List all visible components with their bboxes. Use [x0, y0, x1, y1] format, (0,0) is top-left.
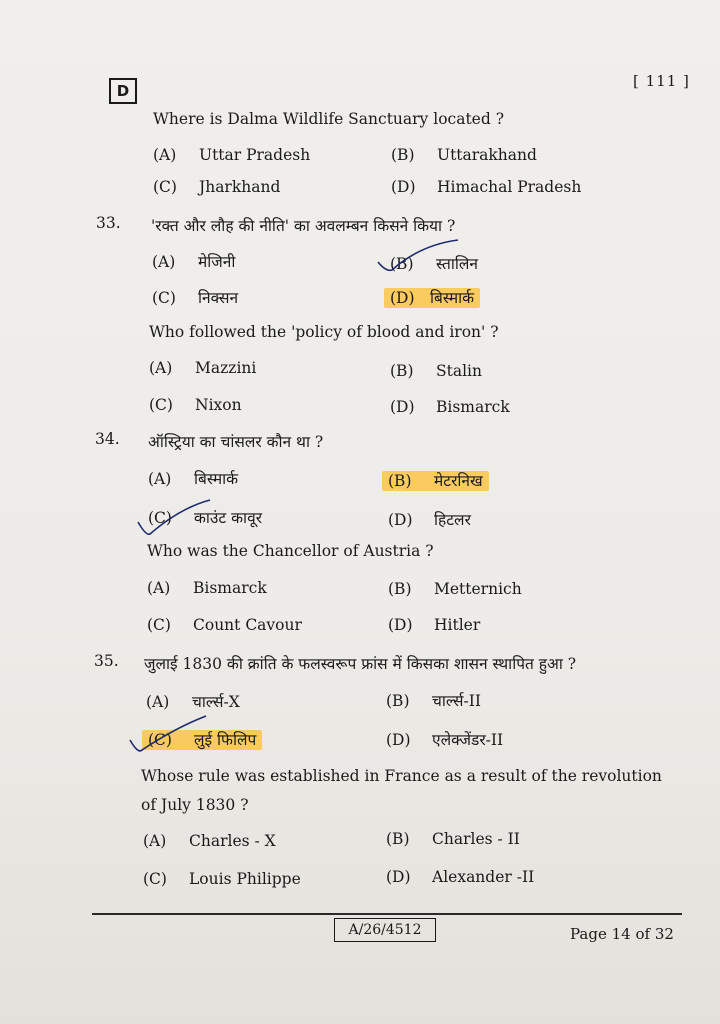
q35-option-d: (D) Alexander -II	[386, 868, 535, 886]
tick-mark-q33	[378, 240, 458, 270]
q35-hi-option-c-highlighted: (C) लुई फिलिप	[142, 728, 262, 750]
q34-hi-option-a: (A) बिस्मार्क	[148, 470, 239, 488]
q32-option-c: (C) Jharkhand	[153, 178, 281, 196]
q34-option-b: (B) Metternich	[388, 580, 522, 598]
question-35-hindi: जुलाई 1830 की क्रांति के फलस्वरूप फ्रांस में किसका शासन स्थापित हुआ ?	[144, 655, 577, 673]
q33-option-c: (C) Nixon	[149, 396, 242, 414]
question-35-english-line-1: Whose rule was established in France as a result of the revolution	[141, 767, 662, 785]
q35-option-c: (C) Louis Philippe	[143, 870, 301, 888]
q33-hi-option-c: (C) निक्सन	[152, 289, 239, 307]
tick-mark-q34	[138, 500, 210, 534]
booklet-code: A/26/4512	[334, 918, 436, 942]
q32-option-a: (A) Uttar Pradesh	[153, 146, 311, 164]
question-35-number: 35.	[94, 652, 119, 670]
q35-hi-option-a: (A) चार्ल्स-X	[146, 693, 240, 711]
q35-hi-option-b: (B) चार्ल्स-II	[386, 692, 481, 710]
q35-hi-option-d: (D) एलेक्जेंडर-II	[386, 731, 504, 749]
question-33-hindi: 'रक्त और लौह की नीति' का अवलम्बन किसने किया ?	[151, 217, 456, 235]
q34-option-d: (D) Hitler	[388, 616, 481, 634]
question-32-english: Where is Dalma Wildlife Sanctuary located ?	[153, 110, 505, 128]
question-34-hindi: ऑस्ट्रिया का चांसलर कौन था ?	[148, 433, 324, 451]
question-34-english: Who was the Chancellor of Austria ?	[147, 542, 434, 560]
q35-option-b: (B) Charles - II	[386, 830, 520, 848]
question-34-number: 34.	[95, 430, 120, 448]
q32-option-d: (D) Himachal Pradesh	[391, 178, 582, 196]
page-number-code: [ 111 ]	[633, 72, 690, 90]
question-33-number: 33.	[96, 214, 121, 232]
q33-hi-option-d-highlighted: (D) बिस्मार्क	[384, 286, 480, 308]
q35-option-a: (A) Charles - X	[143, 832, 276, 850]
question-35-english-line-2: of July 1830 ?	[141, 796, 249, 814]
q32-option-b: (B) Uttarakhand	[391, 146, 537, 164]
q34-option-a: (A) Bismarck	[147, 579, 267, 597]
page-counter: Page 14 of 32	[570, 925, 674, 943]
q33-option-b: (B) Stalin	[390, 362, 482, 380]
q34-hi-option-d: (D) हिटलर	[388, 511, 471, 529]
tick-mark-q35	[130, 716, 206, 751]
q34-hi-option-b-highlighted: (B) मेटरनिख	[382, 469, 489, 491]
q34-option-c: (C) Count Cavour	[147, 616, 302, 634]
q33-option-a: (A) Mazzini	[149, 359, 257, 377]
q33-option-d: (D) Bismarck	[390, 398, 510, 416]
q34-hi-option-c: (C) काउंट कावूर	[148, 509, 263, 527]
series-box: D	[109, 78, 137, 104]
q33-hi-option-a: (A) मेजिनी	[152, 253, 236, 271]
question-33-english: Who followed the 'policy of blood and iron' ?	[149, 323, 499, 341]
q33-hi-option-b: (B) स्तालिन	[390, 255, 479, 273]
